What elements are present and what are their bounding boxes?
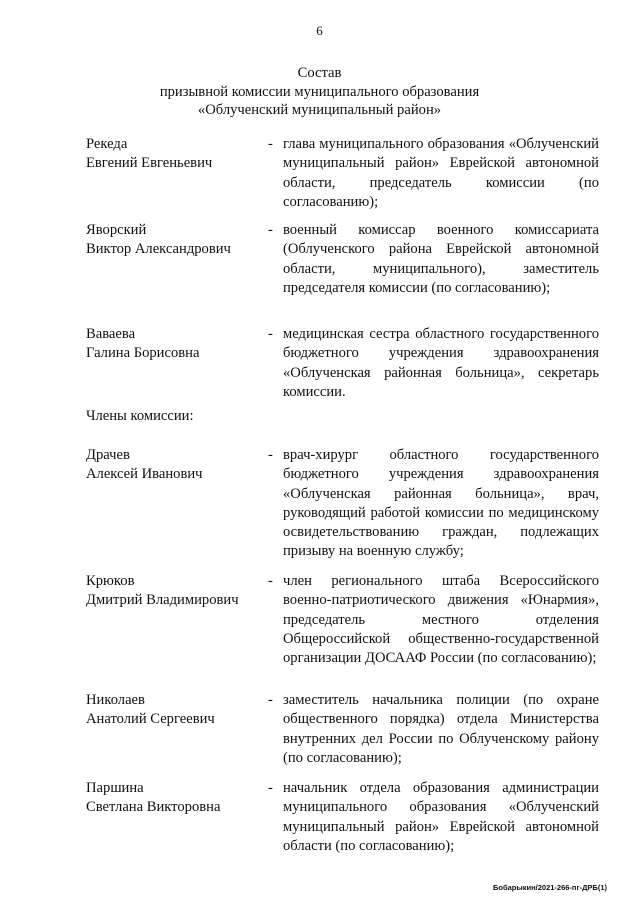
entry-dash: - (268, 692, 273, 708)
document-reference: Бобарыкин/2021-266-пг-ДРБ(1) (493, 883, 607, 892)
person-surname: Драчев (86, 447, 130, 463)
person-given-names: Анатолий Сергеевич (86, 711, 215, 727)
title-line-3: «Облученский муниципальный район» (197, 102, 442, 118)
person-given-names: Алексей Иванович (86, 466, 203, 482)
members-section-label: Члены комиссии: (86, 408, 194, 424)
entry-dash: - (268, 326, 273, 342)
page-number: 6 (316, 23, 323, 38)
person-role: военный комиссар военного комиссариата (Облученского района Еврейской автономной области, муниципального), заместитель председателя комиссии (по согласованию); (283, 222, 599, 296)
person-name (86, 135, 266, 173)
person-role: глава муниципального образования «Облученский муниципальный район» Еврейской автономной области, председатель комиссии (по согласованию); (283, 136, 599, 210)
person-given-names: Евгений Евгеньевич (86, 155, 213, 171)
person-given-names: Дмитрий Владимирович (86, 592, 239, 608)
person-surname: Паршина (86, 780, 144, 796)
person-surname: Николаев (86, 692, 145, 708)
person-surname: Рекеда (86, 136, 128, 152)
person-role: член регионального штаба Всероссийского военно-патриотического движения «Юнармия», председатель местного отделения Общероссийской общественно-государственной организации ДОСААФ России (по согласованию); (283, 573, 599, 667)
entry-dash: - (268, 447, 273, 463)
document-title (0, 64, 639, 120)
person-name (86, 446, 266, 484)
person-name (86, 572, 266, 610)
person-role: заместитель начальника полиции (по охране общественного порядка) отдела Министерства внутренних дел России по Облученскому району (по согласованию); (283, 692, 599, 766)
person-name (86, 221, 266, 259)
title-line-1: Состав (297, 65, 342, 81)
person-role: начальник отдела образования администрации муниципального образования «Облученский муниципальный район» Еврейской автономной области (по согласованию); (283, 780, 599, 854)
person-name (86, 779, 266, 817)
person-given-names: Светлана Викторовна (86, 799, 221, 815)
person-surname: Крюков (86, 573, 135, 589)
person-name (86, 325, 266, 363)
person-given-names: Галина Борисовна (86, 345, 200, 361)
person-surname: Ваваева (86, 326, 136, 342)
person-name (86, 691, 266, 729)
entry-dash: - (268, 780, 273, 796)
title-line-2: призывной комиссии муниципального образования (159, 83, 480, 100)
entry-dash: - (268, 136, 273, 152)
person-given-names: Виктор Александрович (86, 241, 231, 257)
person-role: медицинская сестра областного государственного бюджетного учреждения здравоохранения «Облученская районная больница», секретарь комиссии. (283, 326, 599, 400)
person-role: врач-хирург областного государственного бюджетного учреждения здравоохранения «Облученская районная больница», врач, руководящий работой комиссии по медицинскому освидетельствованию граждан, подлежащих призыву на военную службу; (283, 447, 599, 560)
entry-dash: - (268, 573, 273, 589)
entry-dash: - (268, 222, 273, 238)
person-surname: Яворский (86, 222, 147, 238)
